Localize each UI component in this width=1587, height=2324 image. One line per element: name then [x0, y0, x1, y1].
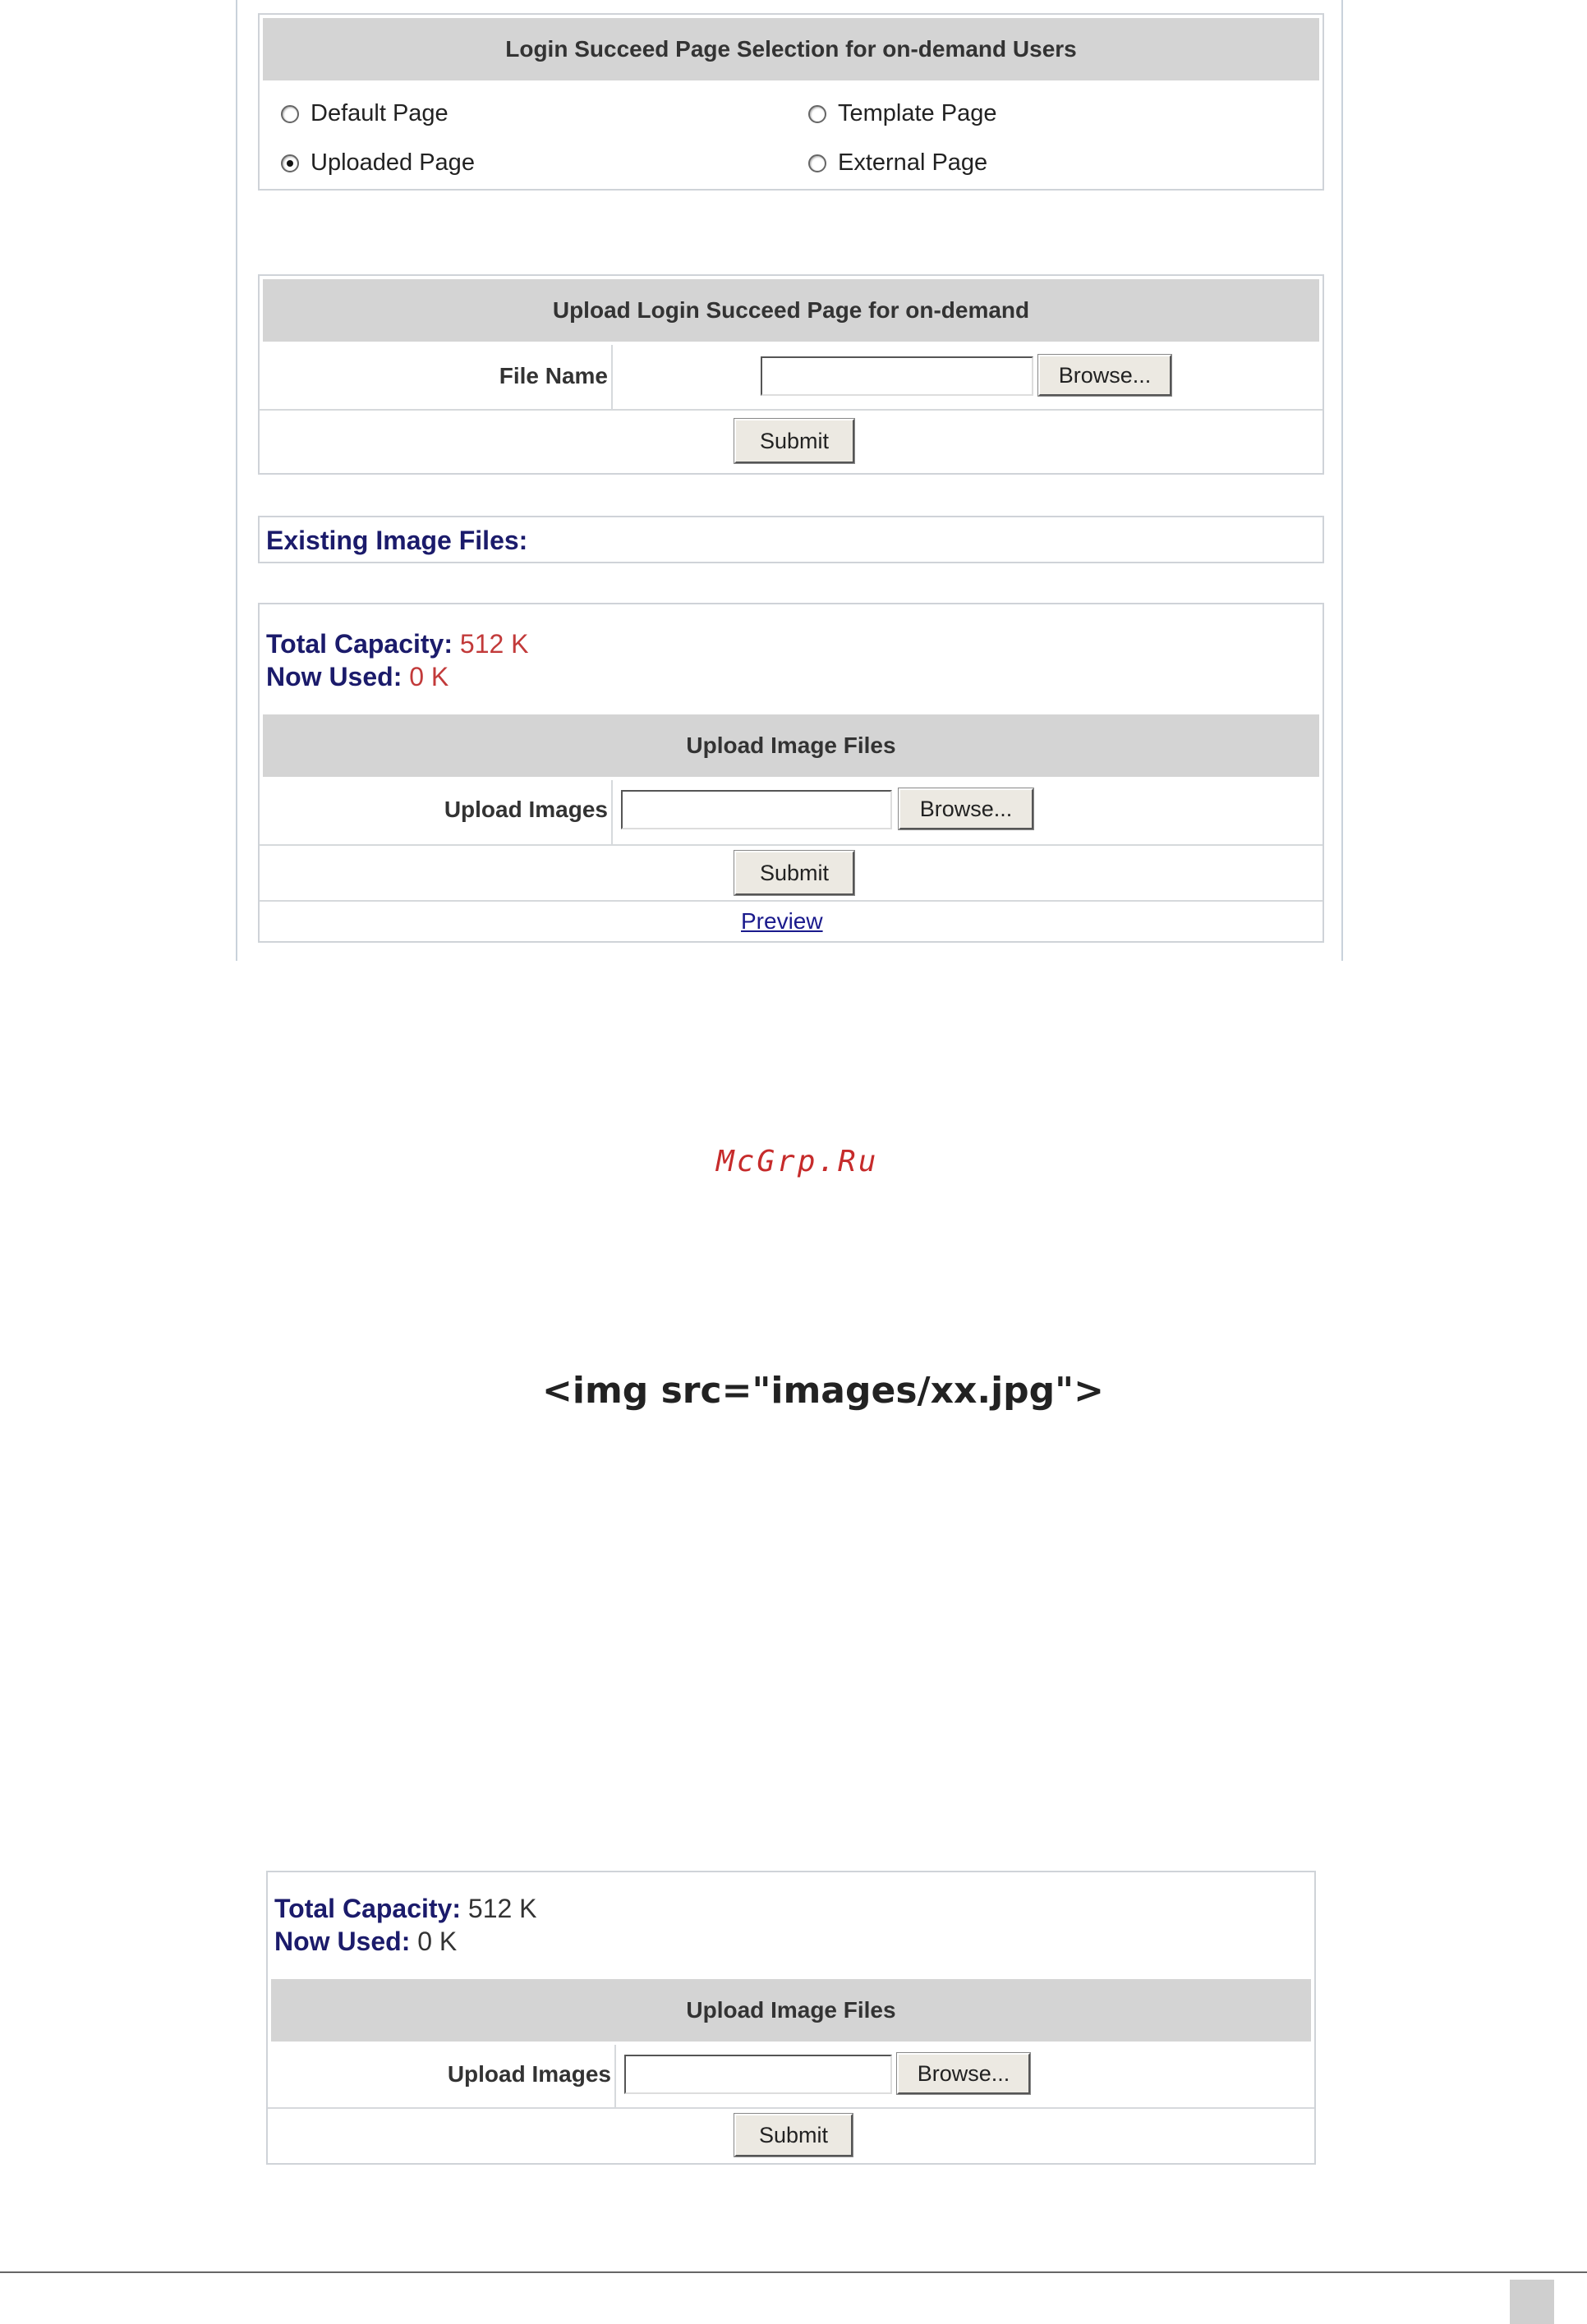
total-capacity-value: 512 K — [459, 629, 529, 659]
upload-page-header: Upload Login Succeed Page for on-demand — [263, 279, 1319, 342]
radio-button[interactable] — [808, 105, 826, 123]
file-name-label: File Name — [499, 363, 608, 388]
radio-default-page[interactable] — [281, 100, 448, 127]
radio-external-page[interactable] — [808, 149, 987, 177]
total-capacity-label: Total Capacity: — [274, 1894, 461, 1923]
capacity-info — [266, 627, 529, 693]
upload-images-label: Upload Images — [447, 2061, 611, 2087]
now-used-value: 0 K — [409, 662, 449, 691]
divider — [260, 844, 1322, 846]
divider — [611, 345, 613, 409]
total-capacity-label: Total Capacity: — [266, 629, 453, 659]
browse-button[interactable]: Browse... — [897, 2053, 1030, 2094]
upload-images-header: Upload Image Files — [271, 1979, 1311, 2042]
upload-page-panel — [258, 274, 1324, 475]
radio-label: Template Page — [838, 100, 997, 126]
capacity-info — [274, 1892, 537, 1958]
page-selection-panel — [258, 13, 1324, 191]
existing-images-title: Existing Image Files: — [266, 526, 528, 555]
upload-images-input[interactable] — [621, 790, 892, 829]
code-example: <img src="images/xx.jpg"> — [542, 1370, 1104, 1412]
submit-button[interactable]: Submit — [734, 419, 854, 463]
footer-rule — [0, 2271, 1587, 2273]
radio-button-selected[interactable] — [281, 154, 299, 172]
radio-uploaded-page[interactable] — [281, 149, 475, 177]
browse-button[interactable]: Browse... — [1038, 355, 1171, 396]
submit-button[interactable]: Submit — [734, 2114, 853, 2156]
divider — [268, 2107, 1314, 2109]
now-used-label: Now Used: — [274, 1927, 411, 1956]
radio-label: Uploaded Page — [310, 149, 475, 176]
existing-images-bar — [258, 516, 1324, 563]
images-panel-2 — [266, 1871, 1316, 2165]
images-panel-1 — [258, 603, 1324, 943]
radio-label: External Page — [838, 149, 988, 176]
divider — [611, 780, 613, 844]
now-used-label: Now Used: — [266, 662, 402, 691]
frame-left-line — [236, 0, 237, 961]
divider — [260, 409, 1322, 411]
upload-images-input[interactable] — [624, 2055, 892, 2094]
upload-images-header: Upload Image Files — [263, 714, 1319, 777]
page-selection-header: Login Succeed Page Selection for on-demand Users — [263, 18, 1319, 80]
radio-button[interactable] — [281, 105, 299, 123]
submit-button[interactable]: Submit — [734, 851, 854, 895]
radio-button[interactable] — [808, 154, 826, 172]
preview-link[interactable]: Preview — [741, 908, 823, 934]
divider — [260, 900, 1322, 902]
upload-images-label: Upload Images — [444, 797, 608, 822]
watermark: McGrp.Ru — [716, 1145, 879, 1178]
total-capacity-value: 512 K — [467, 1894, 537, 1923]
page-number-box — [1510, 2280, 1554, 2324]
divider — [614, 2045, 616, 2107]
browse-button[interactable]: Browse... — [899, 788, 1033, 829]
file-name-input[interactable] — [761, 356, 1033, 396]
radio-template-page[interactable] — [808, 100, 996, 127]
radio-label: Default Page — [310, 100, 448, 126]
frame-right-line — [1341, 0, 1343, 961]
now-used-value: 0 K — [417, 1927, 458, 1956]
